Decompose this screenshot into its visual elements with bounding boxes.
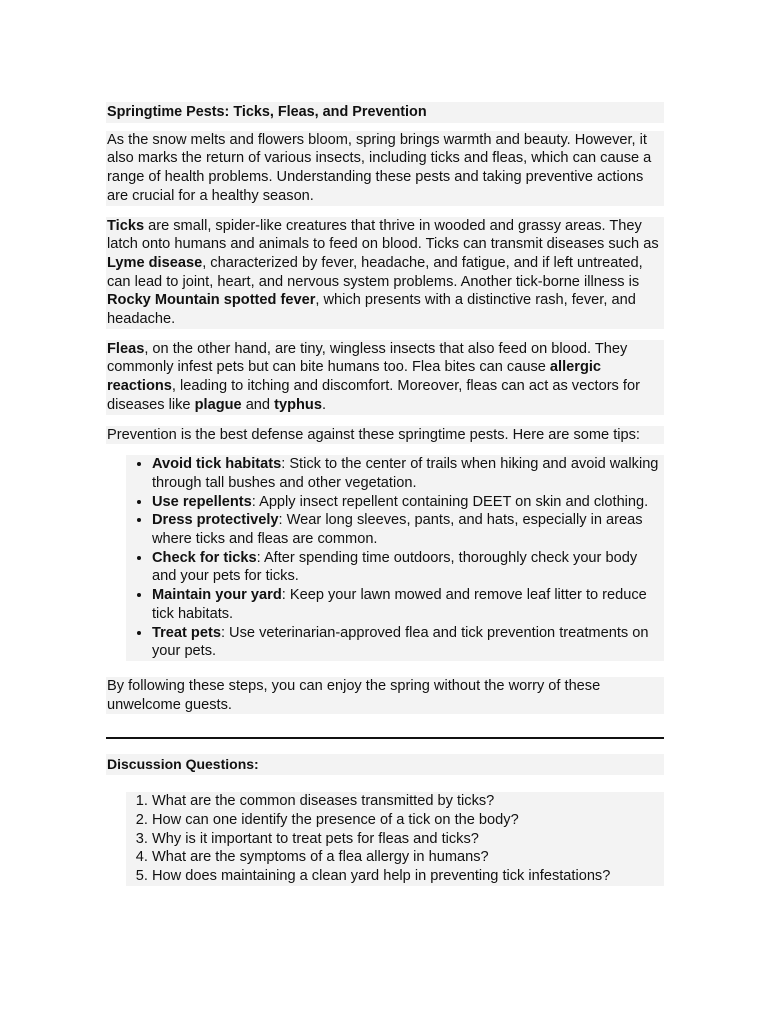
- tip-text: : Stick to the center of trails when hiking and avoid walking through tall bushes and other vegetation.: [152, 456, 659, 491]
- tip-term: Use repellents: [152, 493, 252, 510]
- list-item: [152, 511, 664, 548]
- ticks-paragraph: [106, 217, 664, 329]
- list-item: 2. How can one identify the presence of a tick on the body?: [152, 811, 664, 830]
- tip-term: Avoid tick habitats: [152, 456, 282, 473]
- tip-term: Dress protectively: [152, 512, 279, 529]
- rocky-mountain-term: Rocky Mountain spotted fever: [107, 292, 316, 309]
- tip-term: Maintain your yard: [152, 587, 282, 604]
- list-item: 3. Why is it important to treat pets for fleas and ticks?: [152, 830, 664, 849]
- fleas-paragraph: [106, 340, 664, 415]
- ticks-term: Ticks: [107, 217, 145, 234]
- list-item: [152, 455, 664, 492]
- tip-text: : Use veterinarian-approved flea and tick prevention treatments on your pets.: [152, 624, 649, 660]
- discussion-heading: Discussion Questions:: [106, 754, 664, 775]
- document-body: [106, 102, 664, 886]
- tip-text: : Wear long sleeves, pants, and hats, especially in areas where ticks and fleas are common.: [152, 512, 643, 548]
- tip-term: Treat pets: [152, 624, 221, 641]
- list-item: 4. What are the symptoms of a flea allergy in humans?: [152, 848, 664, 867]
- document-title: Springtime Pests: Ticks, Fleas, and Prevention: [106, 102, 664, 123]
- fleas-text: .: [321, 396, 327, 413]
- list-item: [152, 624, 664, 661]
- fleas-text: and: [241, 396, 275, 413]
- tips-list: [126, 455, 664, 661]
- horizontal-divider: [106, 737, 664, 739]
- lyme-disease-term: Lyme disease: [107, 254, 203, 271]
- plague-term: plague: [194, 396, 242, 413]
- tip-text: : Keep your lawn mowed and remove leaf litter to reduce tick habitats.: [152, 587, 647, 622]
- tip-text: : Apply insect repellent containing DEET on skin and clothing.: [251, 493, 649, 510]
- fleas-text: , leading to itching and discomfort. Moreover, fleas can act as vectors for diseases like: [107, 378, 640, 413]
- tip-text: : After spending time outdoors, thoroughly check your body and your pets for ticks.: [152, 549, 638, 585]
- list-item: [152, 586, 664, 623]
- ticks-text: are small, spider-like creatures that thrive in wooded and grassy areas. They latch onto humans and animals to feed on blood. Ticks can transmit diseases such as: [107, 217, 659, 253]
- list-item: [152, 549, 664, 586]
- closing-paragraph: By following these steps, you can enjoy the spring without the worry of these unwelcome guests.: [106, 677, 664, 714]
- ticks-text: , which presents with a distinctive rash, fever, and headache.: [107, 292, 636, 328]
- typhus-term: typhus: [274, 396, 322, 413]
- prevention-intro: Prevention is the best defense against these springtime pests. Here are some tips:: [106, 426, 664, 445]
- list-item: 1. What are the common diseases transmitted by ticks?: [152, 792, 664, 811]
- intro-paragraph: As the snow melts and flowers bloom, spring brings warmth and beauty. However, it also marks the return of various insects, including ticks and fleas, which can cause a range of health problems. Understanding these pests and taking preventive actions are crucial for a healthy season.: [106, 131, 664, 206]
- questions-list: [126, 792, 664, 886]
- fleas-term: Fleas: [107, 340, 145, 357]
- ticks-text: , characterized by fever, headache, and fatigue, and if left untreated, can lead to joint, heart, and nervous system problems. Another tick-borne illness is: [107, 254, 643, 290]
- tip-term: Check for ticks: [152, 549, 257, 566]
- list-item: 5. How does maintaining a clean yard help in preventing tick infestations?: [152, 867, 664, 886]
- fleas-text: , on the other hand, are tiny, wingless insects that also feed on blood. They commonly infest pets but can bite humans too. Flea bites can cause: [107, 340, 628, 376]
- list-item: [152, 493, 664, 512]
- allergic-reactions-term: allergic reactions: [107, 359, 602, 395]
